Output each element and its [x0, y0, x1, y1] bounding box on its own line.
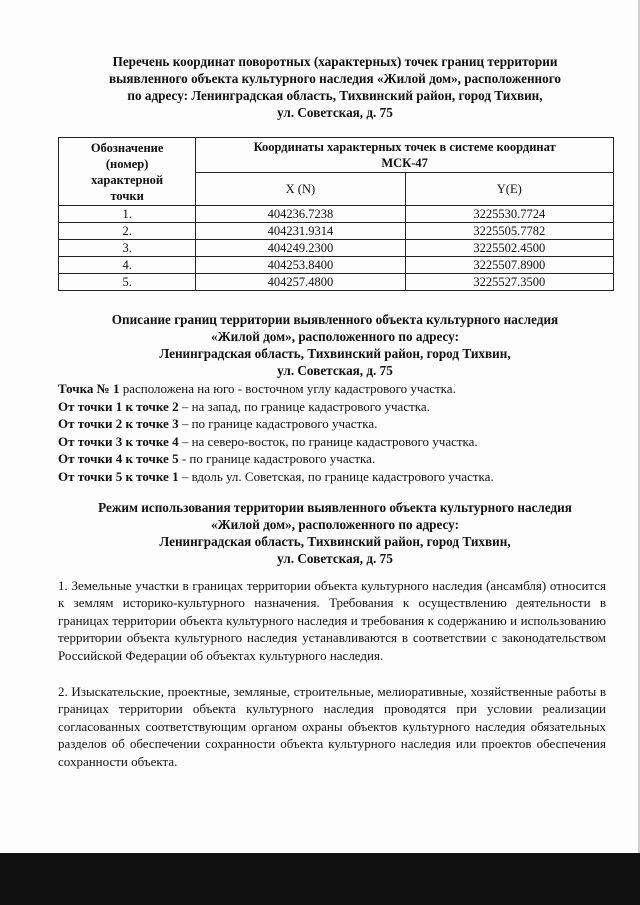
heading-line: ул. Советская, д. 75: [277, 551, 393, 566]
boundary-point-text: – на северо-восток, по границе кадастрового участка.: [178, 433, 478, 449]
header-text: характерной: [91, 172, 164, 187]
cell-point: 4.: [59, 257, 196, 274]
heading-line: Ленинградская область, Тихвинский район, город Тихвин,: [159, 534, 511, 549]
boundary-line: [58, 450, 618, 468]
header-coordinates: [196, 138, 614, 173]
boundary-line: [58, 415, 618, 433]
boundary-point-label: От точки 5 к точке 1: [58, 468, 179, 484]
boundary-line: [58, 398, 618, 416]
cell-y: 3225505.7782: [405, 223, 613, 240]
boundary-point-text: расположена на юго - восточном углу кадастрового участка.: [119, 381, 456, 396]
cell-point: 5.: [59, 274, 196, 291]
document-title: [50, 53, 620, 121]
usage-paragraph-1: 1. Земельные участки в границах территории объекта культурного наследия (ансамбля) относится к землям историко-культурного назначения. Требования к осуществлению деятельности в границах территории объекта культурного наследия и требования к содержанию и использованию территории объекта культурного наследия устанавливаются в соответствии с законодательством Российской Федерации об объектах культурного наследия.: [58, 578, 606, 663]
cell-y: 3225527.3500: [405, 274, 613, 291]
boundary-line: [58, 468, 618, 486]
table-row: [59, 240, 614, 257]
usage-regime-heading: [50, 499, 620, 567]
cell-point: 2.: [59, 223, 196, 240]
boundary-point-label: От точки 1 к точке 2: [58, 398, 179, 414]
cell-point: 1.: [59, 206, 196, 223]
table-header-row: [59, 138, 614, 173]
header-text: Координаты характерных точек в системе координат: [253, 140, 556, 154]
boundary-point-label: От точки 2 к точке 3: [58, 416, 179, 431]
boundary-point-text: – вдоль ул. Советская, по границе кадастрового участка.: [178, 468, 494, 484]
title-line: Перечень координат поворотных (характерных) точек границ территории: [112, 54, 558, 69]
header-text: (номер): [105, 156, 149, 171]
table-row: [59, 274, 614, 291]
boundary-point-label: От точки 3 к точке 4: [58, 433, 179, 449]
boundary-point-label: Точка № 1: [58, 381, 120, 396]
cell-y: 3225530.7724: [405, 206, 613, 223]
boundary-point-text: – на запад, по границе кадастрового участка.: [178, 398, 430, 414]
boundary-point-text: - по границе кадастрового участка.: [178, 451, 376, 466]
usage-paragraph-2: 2. Изыскательские, проектные, земляные, строительные, мелиоративные, хозяйственные работы в границах территории объекта культурного наследия проводятся при условии реализации согласованных соответствующим органом охраны объектов культурного наследия обязательных разделов об обеспечении сохранности объекта культурного наследия или проектов обеспечения сохранности объекта.: [58, 684, 606, 769]
cell-x: 404257.4800: [196, 274, 405, 291]
title-line: по адресу: Ленинградская область, Тихвинский район, город Тихвин,: [127, 88, 543, 103]
header-point-number: [59, 138, 196, 206]
boundary-line: [58, 380, 618, 398]
coordinates-table: [58, 137, 614, 291]
cell-x: 404253.8400: [196, 257, 405, 274]
header-text: точки: [110, 188, 144, 203]
heading-line: «Жилой дом», расположенного по адресу:: [211, 517, 459, 532]
table-row: [59, 223, 614, 240]
heading-line: Описание границ территории выявленного объекта культурного наследия: [111, 312, 559, 327]
header-x: X (N): [196, 173, 405, 206]
boundary-point-text: – по границе кадастрового участка.: [178, 416, 378, 431]
header-y: Y(E): [405, 173, 613, 206]
cell-x: 404231.9314: [196, 223, 405, 240]
boundary-description-heading: [50, 311, 620, 379]
cell-x: 404249.2300: [196, 240, 405, 257]
boundary-point-label: От точки 4 к точке 5: [58, 451, 179, 466]
title-line: ул. Советская, д. 75: [277, 105, 393, 120]
table-row: [59, 206, 614, 223]
heading-line: Режим использования территории выявленного объекта культурного наследия: [98, 500, 572, 515]
table-row: [59, 257, 614, 274]
heading-line: ул. Советская, д. 75: [277, 363, 393, 378]
header-text: Обозначение: [90, 140, 164, 155]
cell-y: 3225502.4500: [405, 240, 613, 257]
boundary-line: [58, 433, 618, 451]
scan-bottom-border: [0, 853, 640, 905]
cell-y: 3225507.8900: [405, 257, 613, 274]
title-line: выявленного объекта культурного наследия «Жилой дом», расположенного: [108, 71, 562, 86]
cell-x: 404236.7238: [196, 206, 405, 223]
boundary-description: [58, 380, 618, 485]
cell-point: 3.: [59, 240, 196, 257]
heading-line: «Жилой дом», расположенного по адресу:: [211, 329, 459, 344]
heading-line: Ленинградская область, Тихвинский район, город Тихвин,: [159, 346, 511, 361]
header-text: МСК-47: [381, 156, 428, 170]
